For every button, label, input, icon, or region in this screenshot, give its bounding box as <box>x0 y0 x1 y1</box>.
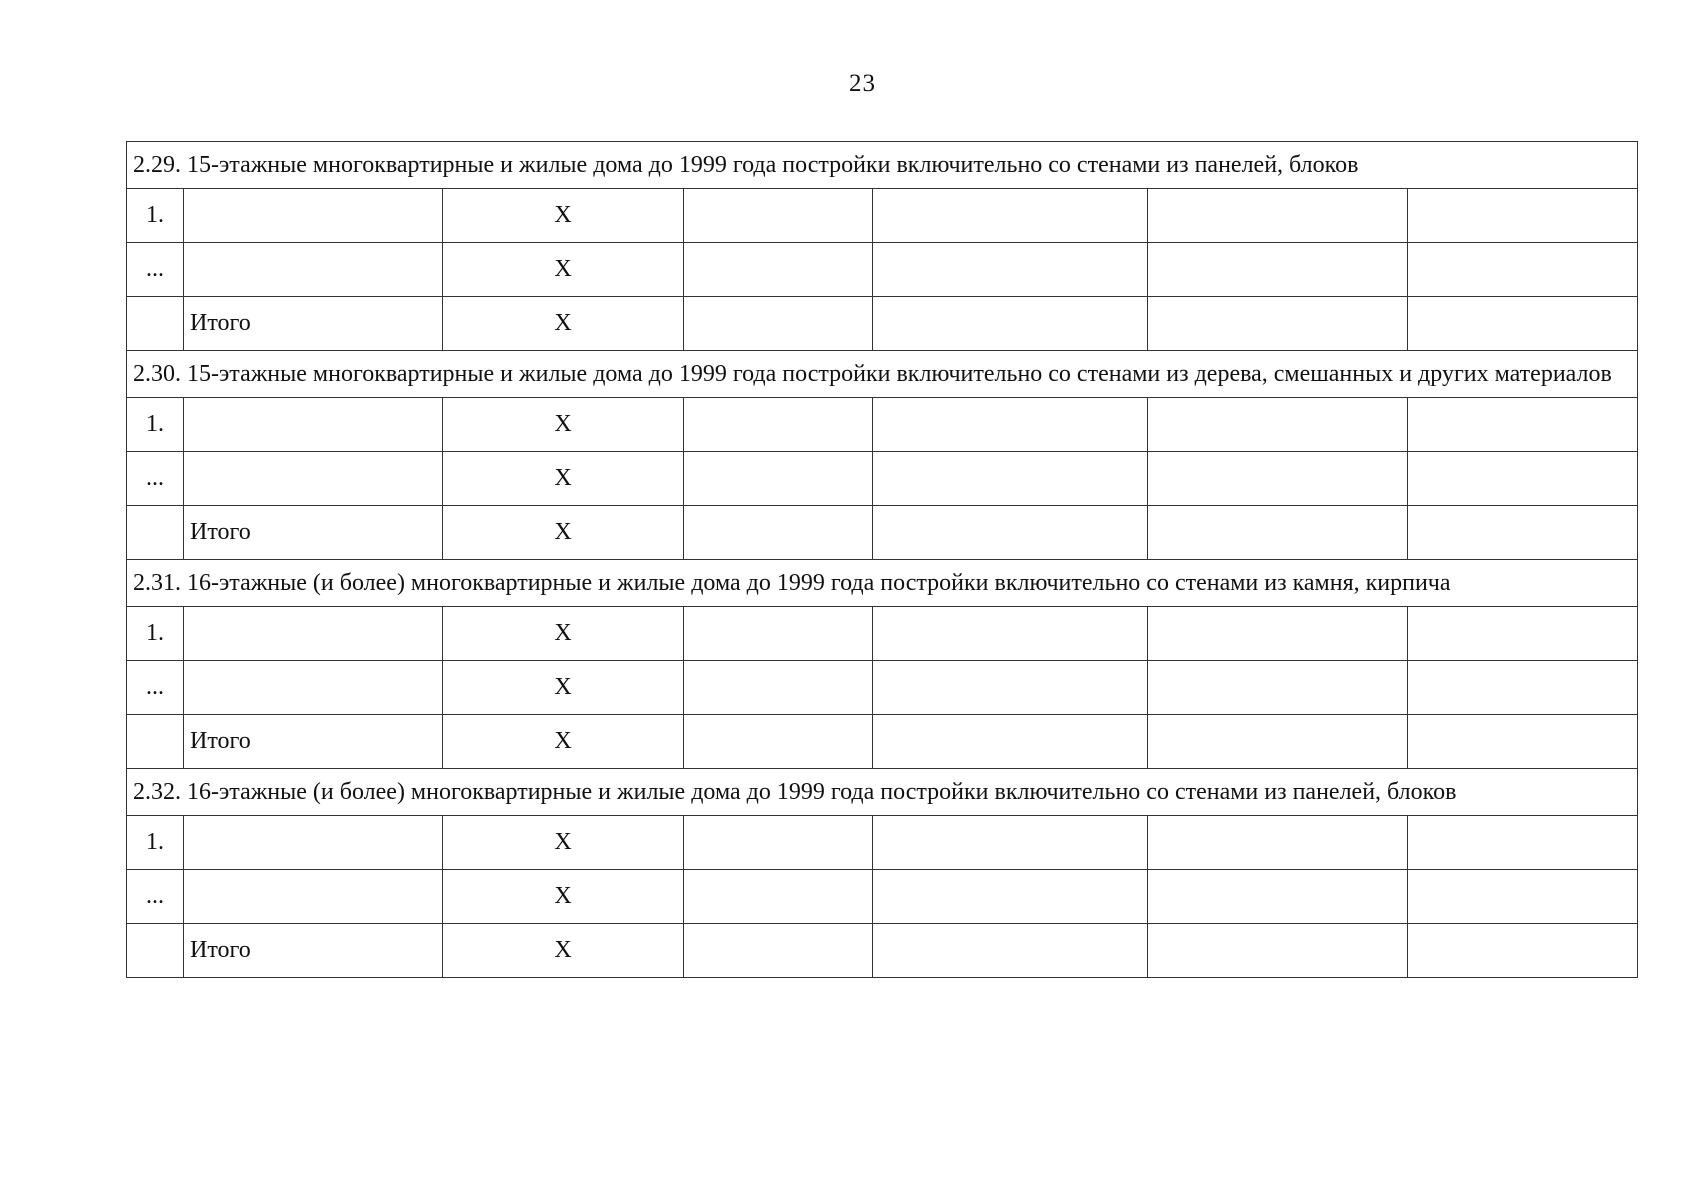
empty-cell <box>873 816 1148 870</box>
empty-cell <box>684 924 873 978</box>
empty-cell <box>1148 398 1408 452</box>
empty-cell <box>873 189 1148 243</box>
x-mark-cell: X <box>443 607 684 661</box>
x-mark-cell: X <box>443 816 684 870</box>
empty-cell <box>1148 607 1408 661</box>
row-number-cell: ... <box>127 452 184 506</box>
empty-cell <box>873 924 1148 978</box>
empty-cell <box>1408 189 1638 243</box>
row-number-cell <box>127 924 184 978</box>
x-mark-cell: X <box>443 297 684 351</box>
table-row-total <box>127 506 1638 560</box>
empty-cell <box>1408 816 1638 870</box>
empty-cell <box>684 870 873 924</box>
row-name-cell <box>184 398 443 452</box>
x-mark-cell: X <box>443 398 684 452</box>
row-name-cell: Итого <box>184 506 443 560</box>
empty-cell <box>1408 870 1638 924</box>
row-number-cell: 1. <box>127 189 184 243</box>
empty-cell <box>1408 506 1638 560</box>
empty-cell <box>1408 297 1638 351</box>
row-number-cell: ... <box>127 661 184 715</box>
row-number-cell <box>127 297 184 351</box>
empty-cell <box>684 661 873 715</box>
empty-cell <box>684 506 873 560</box>
x-mark-cell: X <box>443 715 684 769</box>
empty-cell <box>1148 189 1408 243</box>
row-number-cell: 1. <box>127 816 184 870</box>
row-number-cell: ... <box>127 870 184 924</box>
table-row <box>127 452 1638 506</box>
table-row <box>127 243 1638 297</box>
empty-cell <box>873 398 1148 452</box>
section-header-row <box>127 142 1638 189</box>
row-name-cell <box>184 452 443 506</box>
x-mark-cell: X <box>443 870 684 924</box>
empty-cell <box>1408 924 1638 978</box>
row-name-cell: Итого <box>184 715 443 769</box>
empty-cell <box>1148 297 1408 351</box>
empty-cell <box>684 607 873 661</box>
row-number-cell <box>127 506 184 560</box>
row-name-cell: Итого <box>184 924 443 978</box>
empty-cell <box>873 506 1148 560</box>
table-row <box>127 398 1638 452</box>
table-row <box>127 816 1638 870</box>
empty-cell <box>1408 398 1638 452</box>
table-row <box>127 607 1638 661</box>
row-name-cell <box>184 661 443 715</box>
row-name-cell <box>184 189 443 243</box>
empty-cell <box>684 297 873 351</box>
row-name-cell <box>184 816 443 870</box>
empty-cell <box>873 661 1148 715</box>
empty-cell <box>873 607 1148 661</box>
section-title: 2.31. 16-этажные (и более) многоквартирные и жилые дома до 1999 года постройки включительно со стенами из камня, кирпича <box>127 560 1638 607</box>
empty-cell <box>873 452 1148 506</box>
empty-cell <box>684 452 873 506</box>
empty-cell <box>1148 816 1408 870</box>
table-row <box>127 189 1638 243</box>
x-mark-cell: X <box>443 189 684 243</box>
empty-cell <box>1408 607 1638 661</box>
empty-cell <box>1148 452 1408 506</box>
section-title: 2.30. 15-этажные многоквартирные и жилые дома до 1999 года постройки включительно со стенами из дерева, смешанных и других материалов <box>127 351 1638 398</box>
empty-cell <box>1148 243 1408 297</box>
table-row <box>127 661 1638 715</box>
table-row-total <box>127 715 1638 769</box>
x-mark-cell: X <box>443 452 684 506</box>
x-mark-cell: X <box>443 243 684 297</box>
row-name-cell: Итого <box>184 297 443 351</box>
empty-cell <box>684 715 873 769</box>
empty-cell <box>873 870 1148 924</box>
section-title: 2.29. 15-этажные многоквартирные и жилые дома до 1999 года постройки включительно со стенами из панелей, блоков <box>127 142 1638 189</box>
empty-cell <box>684 189 873 243</box>
empty-cell <box>684 243 873 297</box>
empty-cell <box>684 398 873 452</box>
empty-cell <box>1408 452 1638 506</box>
empty-cell <box>873 715 1148 769</box>
empty-cell <box>1148 661 1408 715</box>
row-number-cell <box>127 715 184 769</box>
row-name-cell <box>184 870 443 924</box>
x-mark-cell: X <box>443 924 684 978</box>
empty-cell <box>684 816 873 870</box>
row-number-cell: 1. <box>127 607 184 661</box>
row-number-cell: ... <box>127 243 184 297</box>
empty-cell <box>873 243 1148 297</box>
x-mark-cell: X <box>443 661 684 715</box>
empty-cell <box>1148 506 1408 560</box>
table-row <box>127 870 1638 924</box>
x-mark-cell: X <box>443 506 684 560</box>
empty-cell <box>1408 715 1638 769</box>
row-number-cell: 1. <box>127 398 184 452</box>
section-header-row <box>127 560 1638 607</box>
empty-cell <box>1408 661 1638 715</box>
page-number: 23 <box>849 70 876 97</box>
empty-cell <box>1408 243 1638 297</box>
row-name-cell <box>184 243 443 297</box>
section-header-row <box>127 351 1638 398</box>
empty-cell <box>873 297 1148 351</box>
table-row-total <box>127 297 1638 351</box>
empty-cell <box>1148 715 1408 769</box>
form-table <box>126 141 1638 978</box>
section-title: 2.32. 16-этажные (и более) многоквартирные и жилые дома до 1999 года постройки включительно со стенами из панелей, блоков <box>127 769 1638 816</box>
table-row-total <box>127 924 1638 978</box>
section-header-row <box>127 769 1638 816</box>
empty-cell <box>1148 924 1408 978</box>
empty-cell <box>1148 870 1408 924</box>
row-name-cell <box>184 607 443 661</box>
